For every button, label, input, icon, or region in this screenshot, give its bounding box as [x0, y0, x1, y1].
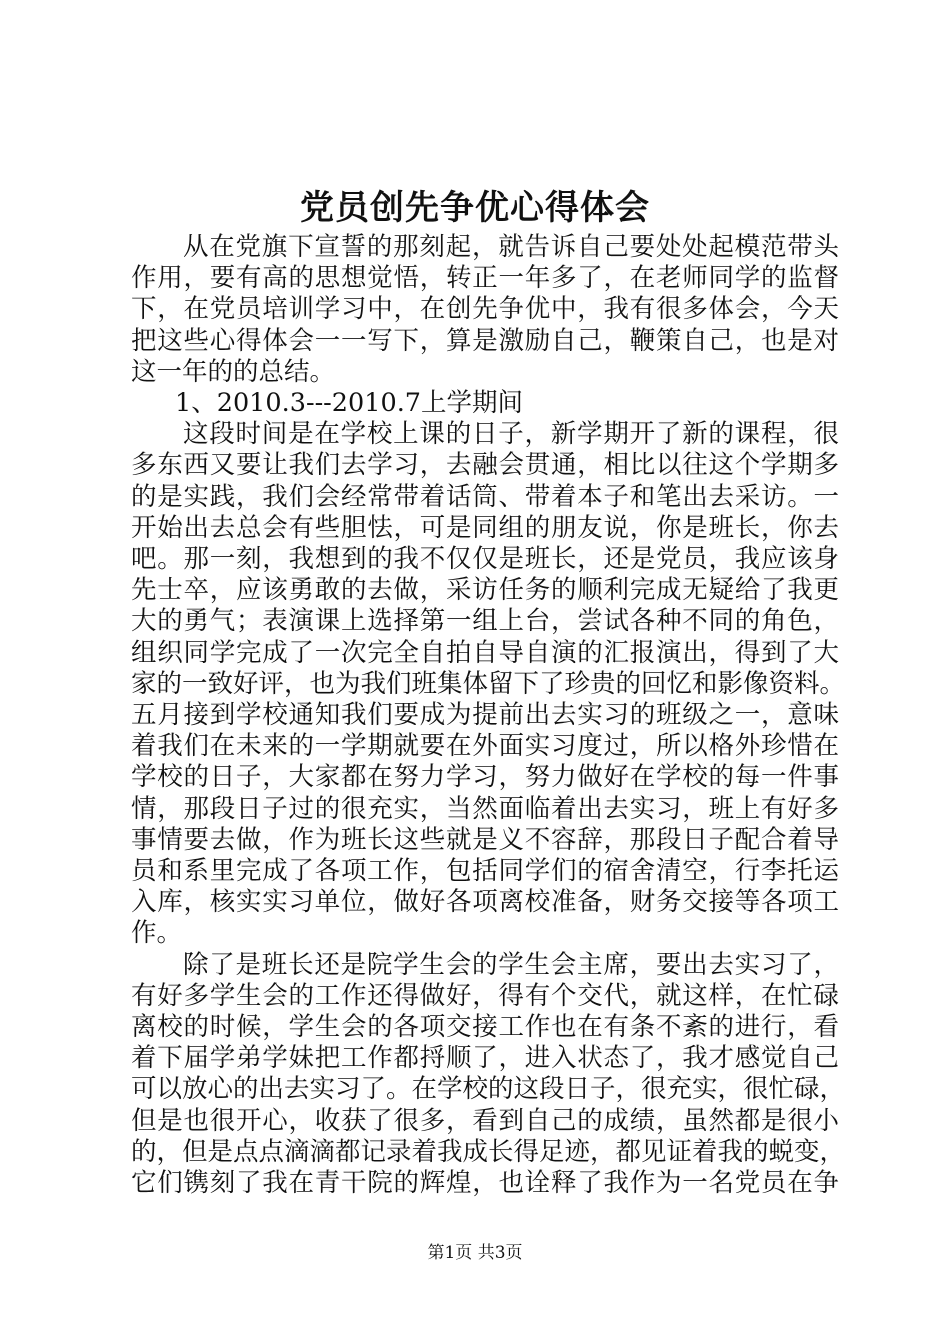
- text-line: 吧。那一刻，我想到的我不仅仅是班长，还是党员，我应该身: [131, 544, 839, 575]
- text-line: 的是实践，我们会经常带着话筒、带着本子和笔出去采访。一: [131, 481, 839, 512]
- text-line: 它们镌刻了我在青干院的辉煌，也诠释了我作为一名党员在争: [131, 1168, 839, 1199]
- text-line: 可以放心的出去实习了。在学校的这段日子，很充实，很忙碌，: [131, 1074, 846, 1105]
- text-line: 员和系里完成了各项工作，包括同学们的宿舍清空，行李托运: [131, 856, 839, 887]
- text-line: 组织同学完成了一次完全自拍自导自演的汇报演出，得到了大: [131, 637, 839, 668]
- text-line: 从在党旗下宣誓的那刻起，就告诉自己要处处起模范带头: [183, 232, 839, 262]
- text-line: 但是也很开心，收获了很多，看到自己的成绩，虽然都是很小: [131, 1105, 839, 1136]
- text-line: 情，那段日子过的很充实，当然面临着出去实习，班上有好多: [131, 793, 839, 824]
- text-line: 开始出去总会有些胆怯，可是同组的朋友说，你是班长，你去: [131, 512, 839, 543]
- text-line: 这段时间是在学校上课的日子，新学期开了新的课程，很: [183, 419, 839, 450]
- text-line: 先士卒，应该勇敢的去做，采访任务的顺利完成无疑给了我更: [131, 575, 839, 606]
- text-line: 这一年的的总结。: [131, 356, 336, 387]
- text-line: 的，但是点点滴滴都记录着我成长得足迹，都见证着我的蜕变，: [131, 1136, 846, 1167]
- text-line: 有好多学生会的工作还得做好，得有个交代，就这样，在忙碌: [131, 980, 839, 1011]
- text-line: 入库，核实实习单位，做好各项离校准备，财务交接等各项工: [131, 887, 839, 918]
- document-body: [131, 232, 846, 1199]
- text-line: 离校的时候，学生会的各项交接工作也在有条不紊的进行，看: [131, 1012, 839, 1043]
- text-line: 把这些心得体会一一写下，算是激励自己，鞭策自己，也是对: [131, 325, 839, 356]
- text-line: 事情要去做，作为班长这些就是义不容辞，那段日子配合着导: [131, 824, 839, 855]
- text-line: 作。: [131, 918, 183, 949]
- page-footer: 第1页 共3页: [427, 1243, 523, 1263]
- text-line: 着我们在未来的一学期就要在外面实习度过，所以格外珍惜在: [131, 731, 839, 762]
- text-line: 除了是班长还是院学生会的学生会主席，要出去实习了，: [183, 949, 839, 980]
- text-line: 大的勇气；表演课上选择第一组上台，尝试各种不同的角色，: [131, 606, 839, 637]
- text-line: 家的一致好评，也为我们班集体留下了珍贵的回忆和影像资料。: [131, 668, 846, 699]
- text-line: 五月接到学校通知我们要成为提前出去实习的班级之一，意味: [131, 700, 839, 731]
- text-line: 着下届学弟学妹把工作都捋顺了，进入状态了，我才感觉自己: [131, 1043, 839, 1074]
- text-line: 多东西又要让我们去学习，去融会贯通，相比以往这个学期多: [131, 450, 839, 481]
- document-title: 党员创先争优心得体会: [300, 188, 650, 228]
- text-line: 作用，要有高的思想觉悟，转正一年多了，在老师同学的监督: [131, 263, 839, 294]
- text-line: 下，在党员培训学习中，在创先争优中，我有很多体会，今天: [131, 294, 839, 325]
- text-line: 学校的日子，大家都在努力学习，努力做好在学校的每一件事: [131, 762, 839, 793]
- section-heading: 1、2010.3---2010.7上学期间: [175, 388, 524, 419]
